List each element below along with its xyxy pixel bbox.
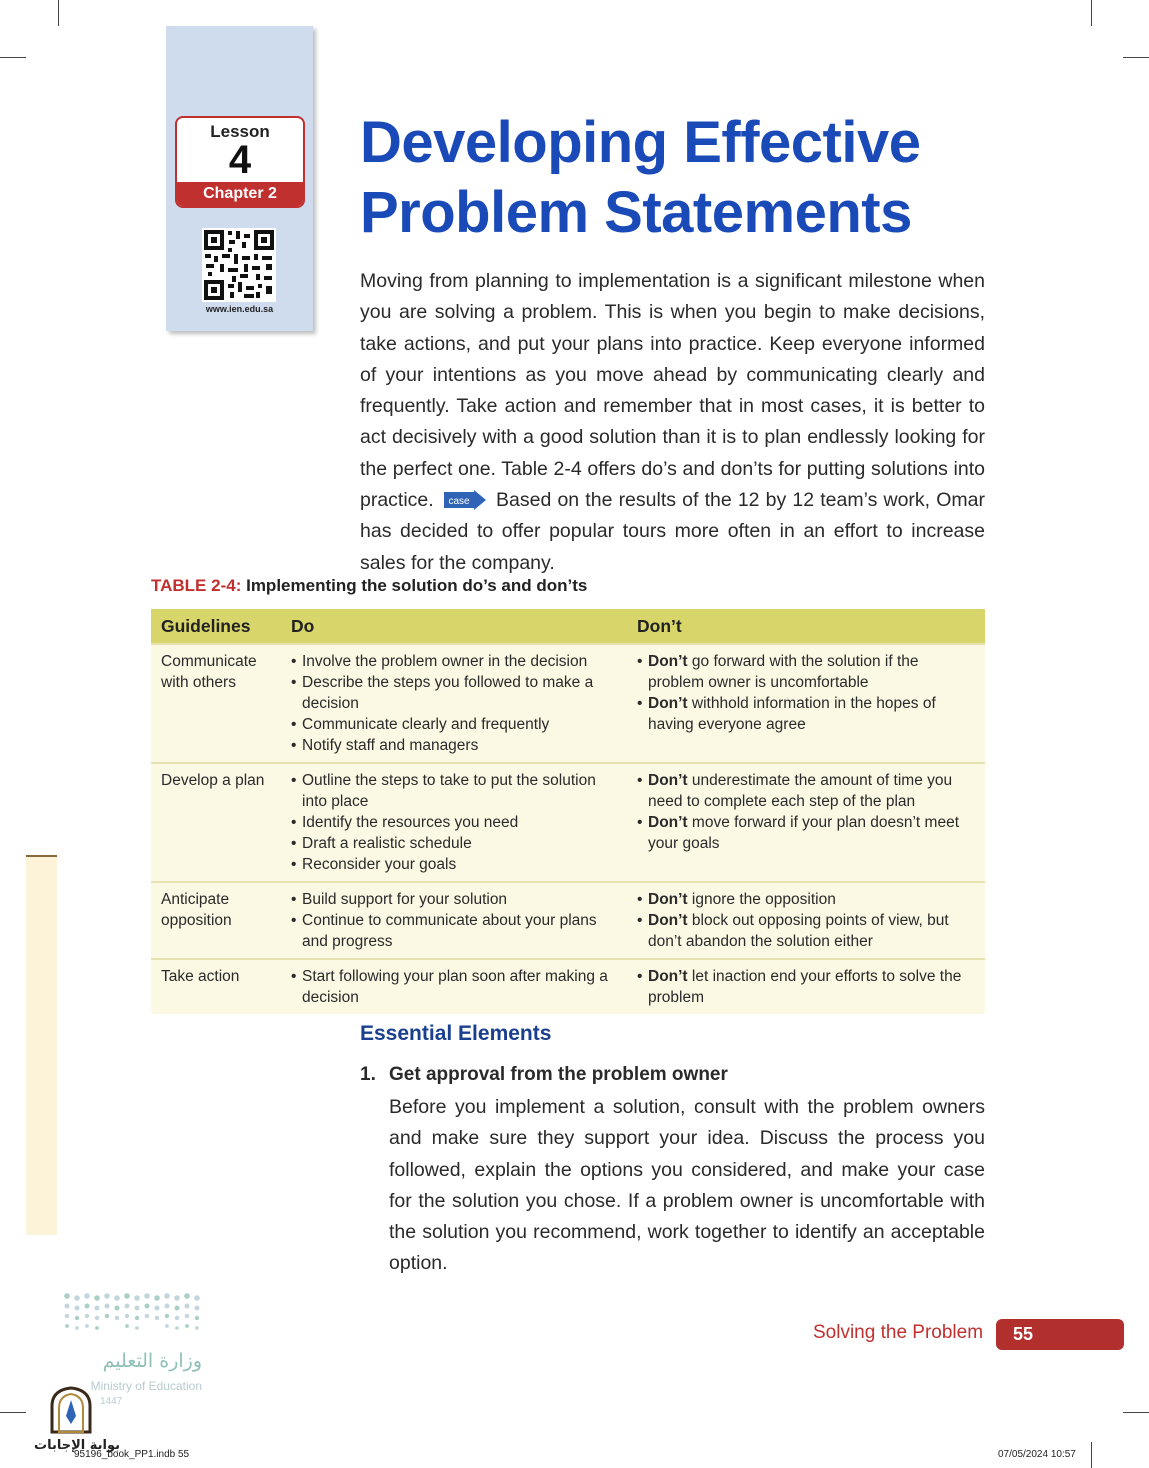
logo-dot <box>84 1293 90 1299</box>
do-item: • Describe the steps you followed to make a decision <box>291 672 617 714</box>
logo-dot <box>174 1295 180 1301</box>
logo-dot <box>94 1295 100 1301</box>
dont-item <box>637 770 975 812</box>
table-row <box>151 959 985 1014</box>
dont-item <box>637 966 975 1008</box>
table-caption-text: Implementing the solution do’s and don’ts <box>246 576 588 595</box>
logo-dot <box>85 1314 89 1318</box>
do-item: • Identify the resources you need <box>291 812 617 833</box>
crop-mark <box>1091 0 1092 26</box>
site-arabic-name: بوابة الإجابات <box>34 1438 120 1453</box>
guideline-cell: Anticipate opposition <box>151 882 281 959</box>
do-item: • Start following your plan soon after making a decision <box>291 966 617 1008</box>
table-header-row <box>151 609 985 644</box>
case-label: case <box>448 496 470 508</box>
site-emblem-icon <box>48 1386 94 1434</box>
list-item-body: Before you implement a solution, consult with the problem owners and make sure they support your idea. Discuss the process you followed, explain the options you considered, and make your case for the solution you chose. If a problem owner is uncomfortable with the solution you recommend, work together to identify an acceptable option. <box>389 1096 985 1275</box>
do-item: • Reconsider your goals <box>291 854 617 875</box>
do-item: • Notify staff and managers <box>291 735 617 756</box>
logo-dot <box>185 1314 189 1318</box>
logo-dot <box>144 1293 150 1299</box>
do-cell <box>281 644 627 763</box>
header-guidelines: Guidelines <box>151 609 281 644</box>
page-number: 55 <box>1013 1324 1034 1344</box>
list-item-title: Get approval from the problem owner <box>389 1064 728 1085</box>
crop-mark <box>0 57 26 58</box>
do-item: • Draft a realistic schedule <box>291 833 617 854</box>
dont-cell <box>627 644 985 763</box>
dont-keyword: Don’t <box>648 772 688 789</box>
logo-dot <box>65 1304 70 1309</box>
title-line-1: Developing Effective <box>360 110 921 175</box>
logo-dot <box>95 1306 100 1311</box>
lesson-label: Lesson <box>210 122 270 141</box>
do-cell <box>281 882 627 959</box>
logo-dot <box>175 1316 179 1320</box>
crop-mark <box>1091 1442 1092 1468</box>
table-caption <box>151 576 587 596</box>
ministry-logo-icon <box>62 1290 202 1340</box>
logo-dot <box>124 1293 130 1299</box>
logo-dot <box>75 1326 79 1330</box>
logo-dot <box>185 1304 190 1309</box>
logo-dot <box>65 1324 69 1328</box>
title-line-2: Problem Statements <box>360 180 912 245</box>
ministry-arabic-name: وزارة التعليم <box>102 1350 202 1372</box>
table-caption-label: TABLE 2-4: <box>151 576 242 595</box>
logo-dot <box>165 1314 169 1318</box>
dont-item <box>637 910 975 952</box>
do-item: • Outline the steps to take to put the solution into place <box>291 770 617 812</box>
intro-paragraph <box>360 266 985 579</box>
logo-dot <box>64 1293 70 1299</box>
intro-text: Moving from planning to implementation is a significant milestone when you are solving a problem. This is when you begin to make decisions, take actions, and put your plans into practice. Keep everyone informed of your intentions as you move ahead by communicating clearly and frequently. Take action and remember that in most cases, it is better to act decisively with a good solution than it is to plan endlessly looking for the perfect one. Table 2-4 offers do’s and don’ts for putting solutions into practice. <box>360 270 985 512</box>
logo-dot <box>105 1314 109 1318</box>
header-dont: Don’t <box>627 609 985 644</box>
logo-dot <box>134 1295 140 1301</box>
qr-code-icon[interactable] <box>202 228 276 302</box>
dont-item <box>637 812 975 854</box>
dont-keyword: Don’t <box>648 891 688 908</box>
dont-cell <box>627 959 985 1014</box>
logo-dot <box>154 1295 160 1301</box>
dont-cell <box>627 763 985 882</box>
dont-keyword: Don’t <box>648 912 688 929</box>
logo-dot <box>195 1306 200 1311</box>
print-slug-date: 07/05/2024 10:57 <box>998 1449 1076 1460</box>
logo-dot <box>195 1316 199 1320</box>
guideline-cell: Take action <box>151 959 281 1014</box>
logo-dot <box>114 1295 120 1301</box>
logo-dot <box>135 1316 139 1320</box>
logo-dot <box>164 1293 170 1299</box>
crop-mark <box>58 0 59 26</box>
dont-text: go forward with the solution if the problem owner is uncomfortable <box>648 653 919 691</box>
dont-item <box>637 693 975 735</box>
dont-item <box>637 889 975 910</box>
crop-mark <box>0 1412 26 1413</box>
crop-mark <box>1123 1412 1149 1413</box>
logo-dot <box>155 1316 159 1320</box>
do-cell <box>281 763 627 882</box>
lesson-panel <box>166 26 313 331</box>
logo-dot <box>175 1306 180 1311</box>
logo-dot <box>185 1324 189 1328</box>
logo-dot <box>125 1314 129 1318</box>
crop-mark <box>1123 57 1149 58</box>
logo-dot <box>75 1306 80 1311</box>
lesson-number: 4 <box>228 138 252 182</box>
dont-text: withhold information in the hopes of having everyone agree <box>648 695 936 733</box>
logo-dot <box>145 1304 150 1309</box>
logo-dot <box>194 1295 200 1301</box>
do-item: • Build support for your solution <box>291 889 617 910</box>
logo-dot <box>85 1304 90 1309</box>
table-row <box>151 882 985 959</box>
logo-dot <box>135 1306 140 1311</box>
logo-dot <box>184 1293 190 1299</box>
guideline-cell: Communicate with others <box>151 644 281 763</box>
logo-dot <box>125 1324 129 1328</box>
list-item-number: 1. <box>360 1064 376 1085</box>
dont-item <box>637 651 975 693</box>
logo-dot <box>165 1324 169 1328</box>
ministry-year: 1447 <box>100 1396 123 1407</box>
dont-cell <box>627 882 985 959</box>
logo-dot <box>135 1326 139 1330</box>
logo-dot <box>175 1326 179 1330</box>
table-row <box>151 763 985 882</box>
logo-dot <box>115 1316 119 1320</box>
logo-dot <box>95 1326 99 1330</box>
logo-dot <box>195 1326 199 1330</box>
page-title <box>360 108 960 248</box>
dont-text: underestimate the amount of time you need to complete each step of the plan <box>648 772 953 810</box>
do-cell <box>281 959 627 1014</box>
section-heading: Essential Elements <box>360 1022 552 1045</box>
do-item: • Communicate clearly and frequently <box>291 714 617 735</box>
table-row <box>151 644 985 763</box>
case-arrow-icon <box>444 489 486 509</box>
dont-text: block out opposing points of view, but don’t abandon the solution either <box>648 912 949 950</box>
dont-keyword: Don’t <box>648 968 688 985</box>
logo-dot <box>104 1293 110 1299</box>
dont-text: ignore the opposition <box>691 891 836 908</box>
header-do: Do <box>281 609 627 644</box>
footer-section-title: Solving the Problem <box>813 1322 984 1343</box>
guideline-cell: Develop a plan <box>151 763 281 882</box>
logo-dot <box>125 1304 130 1309</box>
ministry-english-name: Ministry of Education <box>90 1379 202 1393</box>
logo-dot <box>85 1324 89 1328</box>
logo-dot <box>155 1306 160 1311</box>
dont-keyword: Don’t <box>648 814 688 831</box>
dont-text: move forward if your plan doesn’t meet your goals <box>648 814 959 852</box>
lesson-badge <box>175 116 305 208</box>
logo-dot <box>95 1316 99 1320</box>
chapter-label: Chapter 2 <box>177 182 303 206</box>
dont-text: let inaction end your efforts to solve the problem <box>648 968 962 1006</box>
logo-dot <box>105 1304 110 1309</box>
do-item: • Involve the problem owner in the decision <box>291 651 617 672</box>
guidelines-table <box>151 609 985 1014</box>
dont-keyword: Don’t <box>648 653 688 670</box>
logo-dot <box>75 1316 79 1320</box>
logo-dot <box>145 1314 149 1318</box>
logo-dot <box>74 1295 80 1301</box>
print-slug-file: 95196_book_PP1.indb 55 <box>74 1449 190 1460</box>
margin-strip <box>26 855 57 1235</box>
intro-case-text: Based on the results of the 12 by 12 team’s work, Omar has decided to offer popular tours more often in an effort to increase sales for the company. <box>360 489 985 574</box>
qr-url: www.ien.edu.sa <box>205 304 274 314</box>
logo-dot <box>115 1306 120 1311</box>
do-item: • Continue to communicate about your plans and progress <box>291 910 617 952</box>
logo-dot <box>165 1304 170 1309</box>
dont-keyword: Don’t <box>648 695 688 712</box>
logo-dot <box>65 1314 69 1318</box>
